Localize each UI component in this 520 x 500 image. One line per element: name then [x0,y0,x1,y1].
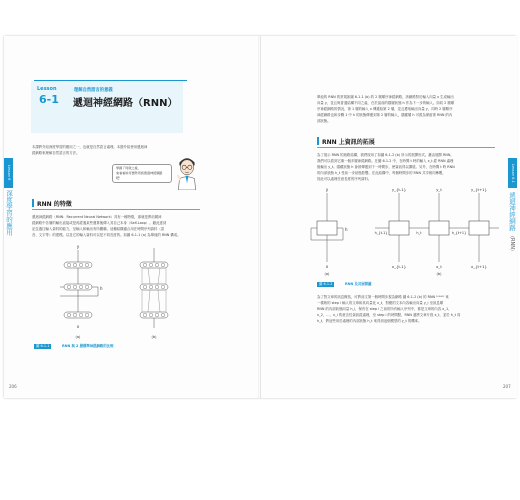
lesson-number: 6-1 [39,93,59,106]
fig-top-label: y_{t-1} [391,187,407,192]
fig-hidden-label: h_{t+1} [451,231,467,235]
fig-a-sub-label: (a) [324,272,330,276]
two-layer-diagram [140,248,168,339]
section-side-title: 遞迴神經網路 [508,192,516,231]
fig-bottom-label: x_t [436,264,442,269]
figure-caption: RNN 與 2 層標準神經網路的比較 [62,344,114,348]
body-paragraph-top [317,94,499,124]
section-title: RNN 的特徵 [37,201,72,208]
bubble-line: 掌握了特徵之後， [116,166,141,170]
intro-line: 經網路來理解自然語言的方法。 [32,151,80,155]
speech-bubble [112,164,172,183]
page-number: 207 [503,384,511,389]
body-line: 神經網路也和步驟 1 中 h 的狀態傳遞到第 2 層的輸入，隱藏層 h 可視為保留著 RNN 的內 [317,113,453,117]
rnn-loop-diagram [311,187,348,276]
fig-hidden-label: h_{t-1} [374,231,388,235]
lesson-header [31,81,183,133]
fig-b-sub-label: (b) [151,335,157,339]
body-line: 為了展示 RNN 的迴路結構，我們採用了如圖 6-1-2 (b) 所示的展開形式。藉由展開 RNN， [317,153,454,157]
fig-a-output-label: y [76,244,80,249]
fig-top-label: y_{t+1} [470,187,488,192]
intro-line: 本課將介紹深度學習的應用之一，也就是自然語言處理。本節介紹使用遞迴神 [32,145,148,149]
rnn-unrolled-diagram [375,187,499,276]
fig-a-hidden-label: h [100,286,103,291]
body-line: RNN 的內部狀態向量 h_i，保有在 step i 之前的所有輸入序列中，都是文章的內容 x_1， [317,307,452,311]
page-number: 206 [9,384,17,389]
body-line: 單純的 RNN 的常規如圖 6-1-1 (b) 的 2 層順序神經網路，該網路對於輸入向量 x 生成輸出 [317,95,454,99]
lesson-side-tab: Lesson 6 [4,158,13,188]
teacher-illustration [174,154,200,190]
fig-bottom-label: x [325,264,329,269]
fig-b-sub-label: (b) [436,272,442,276]
section-title: RNN 上資訊的拓展 [322,139,375,146]
fig-bottom-label: x_{t-1} [391,264,407,269]
figure-number: 圖 6-1-1 [36,344,50,348]
rnn-diagram [60,244,103,339]
body-line: 向量 y，並且與普通結構不同之處，在於當前的隱層狀態 h 作為下一步的輸入。如同 2 層順 [317,101,455,105]
figure-caption: RNN 及其展開圖 [345,282,372,286]
body-line: 部狀態。 [317,119,331,123]
body-line: 音、文字等）的建模。以及它的輸入資料可以是不同長度的。如圖 6-1-1 (a) 為單純的 RNN 構成。 [32,233,181,237]
fig-top-label: y_t [436,187,442,192]
body-line: 為了對文章的訊息概括，可將前文第一個時間步視為網路 圖 6-1-2 (b) 的 RNN ¹⁰⁰⁰⁰¹ 來 [317,295,449,299]
section-underline [317,147,495,148]
book-spread [4,36,516,398]
lesson-title: 遞迴神經網路（RNN） [73,98,178,109]
section-bar [32,199,34,207]
body-line: 後輸出 y_t。隱藏狀態 h 會被傳遞到下一時間步，使資訊得以擴展。另外，在時間 t 時 RNN [317,165,455,169]
bubble-line: 來看看如何實際用到遞迴神經網路吧！ [116,171,163,180]
body-line: 序神經網路的情況，第 1 層的輸入 x 傳遞給第 2 層，並且獲取輸出向量 y，同時 2 層順序 [317,107,453,111]
section-bar [317,137,319,145]
fig-hidden-label: h [345,227,348,232]
body-line: 經網路中各層的輸出直接或是再經過某些運算後傳入其自己本身（Self-Loop）。藉此達到 [32,221,167,225]
figure-number: 圖 6-1-2 [319,282,333,286]
body-line: 遞迴神經網路（RNN：Recurrent Neural Network）具有一種特徵，那就是將前層神 [32,215,162,219]
body-line: h_t，將這些用於處理的內部狀態 h_t 來得到這個模型的 y_t 的機率。 [317,319,422,323]
section-underline [32,209,200,210]
body-line: x_2，…，x_i 的意含性資訊經處理，至 step i 的時間點，RNN 還將文章片段 x_t，並於 h_t 同 [317,313,461,317]
lesson-side-tab: Lesson 6-1 [508,158,517,188]
fig-bottom-label: x_{t+1} [470,264,488,269]
chapter-side-title: 深度學習的應用 [5,190,13,236]
body-paragraph-mid [317,152,499,182]
fig-a-input-label: x [76,324,80,329]
body-line: 一樣般的 step i 輸入的文章和其向量化 x_t，對應的文本內容輸出向量 y_i 至訊息順 [317,301,444,305]
left-page [4,36,260,398]
figure-6-1-1 [60,244,200,342]
body-line: 的內部狀態 h_t 受前一步狀態影響。在此結構中，每個時間步的 RNN 共享相同參數， [317,171,446,175]
lesson-subtitle: 理解自然語言的意義 [74,88,113,93]
section-side-subtitle: （RNN） [509,233,515,254]
body-paragraph-bottom [317,294,499,324]
right-page [260,36,517,398]
fig-a-sub-label: (a) [75,335,81,339]
fig-top-label: y [325,187,329,192]
body-line: 我們可以看到它像一個多層神經網路。在圖 6-1-2 中，在時間 t 時的輸入 x_t 經 RNN 處理 [317,159,454,163]
body-line: 記住過往輸入資料的能力，呈輸入和輸出有所關聯。這種結構適合用在時間序列資料（語 [32,227,165,231]
body-line: 因此可以處理任意長度的序列資料。 [317,177,372,181]
body-paragraph [32,214,202,238]
intro-paragraph [32,144,192,156]
figure-6-1-2 [303,186,503,276]
fig-hidden-label: h_t [416,231,422,235]
lesson-label: Lesson [37,86,57,92]
